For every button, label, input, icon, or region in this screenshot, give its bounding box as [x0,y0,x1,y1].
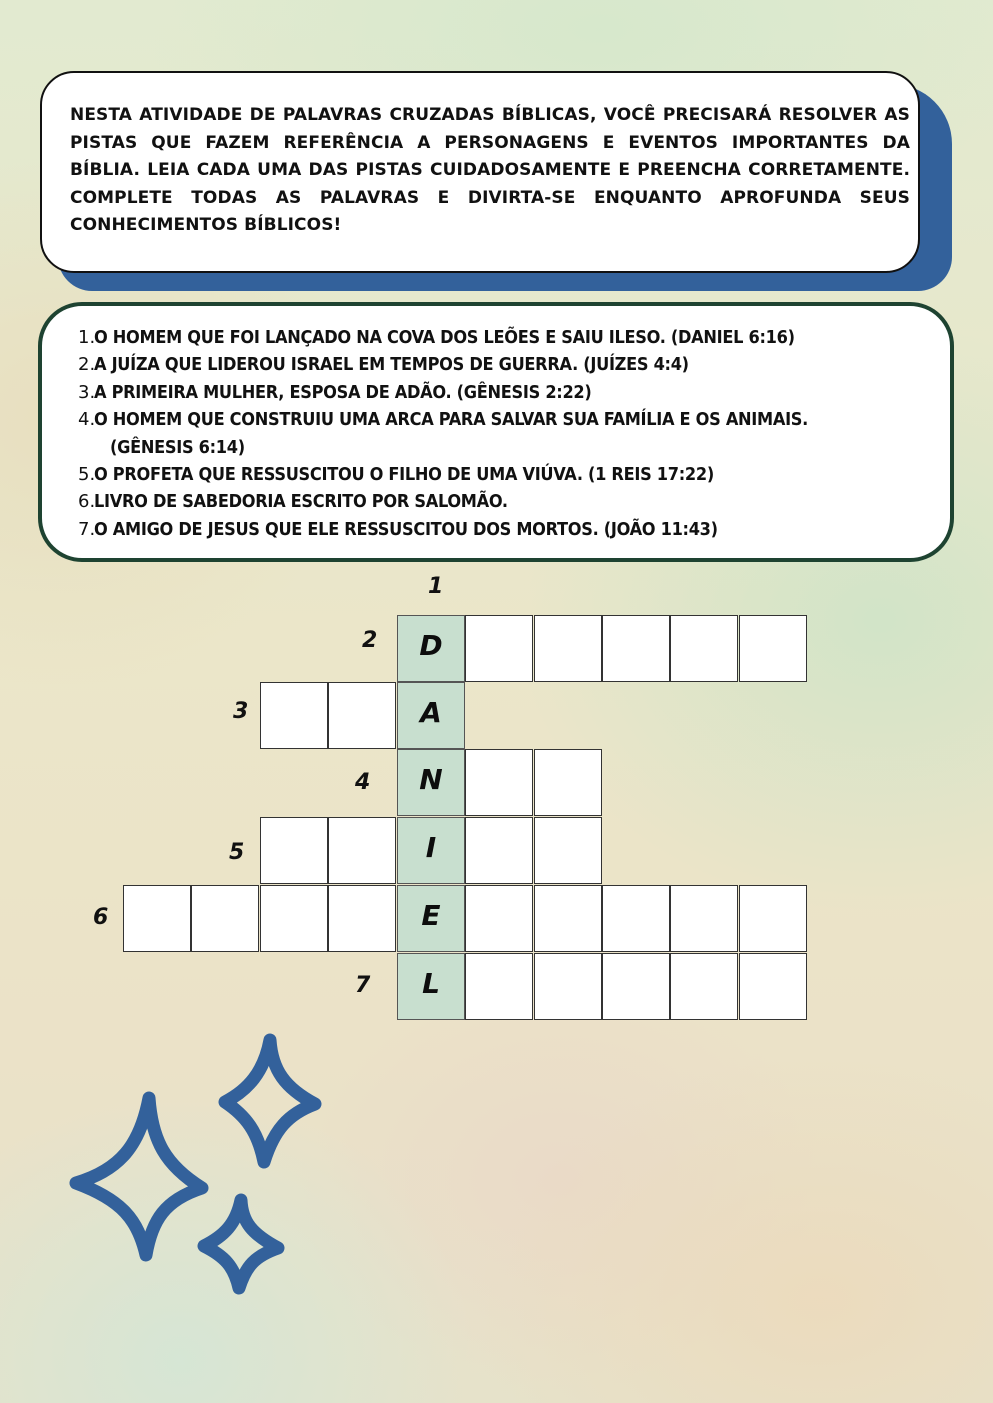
clue-3 [78,379,938,406]
cell-letter: A [420,696,442,729]
grid-cell-key-1[interactable] [397,615,465,682]
clue-text: O PROFETA QUE RESSUSCITOU O FILHO DE UMA VIÚVA. (1 REIS 17:22) [94,464,714,486]
grid-cell-key-2[interactable] [397,682,465,749]
intro-text: NESTA ATIVIDADE DE PALAVRAS CRUZADAS BÍBLICAS, VOCÊ PRECISARÁ RESOLVER AS PISTAS QUE FAZEM REFERÊNCIA A PERSONAGENS E EVENTOS IMPORTANTES DA BÍBLIA. LEIA CADA UMA DAS PISTAS CUIDADOSAMENTE E PREENCHA CORRETAMENTE. COMPLETE TODAS AS PALAVRAS E DIVIRTA-SE ENQUANTO APROFUNDA SEUS CONHECIMENTOS BÍBLICOS! [70,105,910,235]
grid-cell-r3[interactable] [328,682,396,749]
grid-clue-number-3: 3 [233,699,249,724]
grid-cell-r6[interactable] [260,885,328,952]
grid-clue-number-7: 7 [355,973,371,998]
clue-number: 7. [78,518,96,540]
grid-cell-r2[interactable] [670,615,738,682]
grid-cell-r4[interactable] [465,749,533,816]
grid-cell-key-3[interactable] [397,749,465,816]
clue-5 [78,461,938,488]
cell-letter: I [425,831,437,864]
grid-cell-r5[interactable] [465,817,533,884]
grid-cell-r6[interactable] [739,885,807,952]
grid-cell-r5[interactable] [328,817,396,884]
grid-cell-r6[interactable] [123,885,191,952]
grid-cell-r2[interactable] [534,615,602,682]
cell-letter: D [419,629,443,662]
grid-cell-r6[interactable] [534,885,602,952]
grid-clue-number-2: 2 [362,628,378,653]
grid-cell-r2[interactable] [602,615,670,682]
grid-clue-number-6: 6 [93,905,109,930]
clue-6 [78,488,938,515]
grid-cell-key-4[interactable] [397,817,465,884]
grid-cell-r7[interactable] [739,953,807,1020]
clue-text: O AMIGO DE JESUS QUE ELE RESSUSCITOU DOS MORTOS. (JOÃO 11:43) [94,518,718,540]
grid-cell-r2[interactable] [739,615,807,682]
clue-text: O HOMEM QUE CONSTRUIU UMA ARCA PARA SALVAR SUA FAMÍLIA E OS ANIMAIS. [94,409,809,431]
sparkle-medium-icon [225,1040,315,1162]
grid-cell-r6[interactable] [328,885,396,952]
clue-number: 3. [78,381,96,403]
grid-cell-r6[interactable] [670,885,738,952]
clue-text: A PRIMEIRA MULHER, ESPOSA DE ADÃO. (GÊNESIS 2:22) [94,381,592,403]
clue-text: LIVRO DE SABEDORIA ESCRITO POR SALOMÃO. [94,491,508,513]
grid-cell-r6[interactable] [465,885,533,952]
sparkles-icon [60,1030,340,1310]
sparkle-small-icon [204,1200,278,1288]
clue-number: 5. [78,464,96,486]
grid-cell-r3[interactable] [260,682,328,749]
grid-cell-r7[interactable] [602,953,670,1020]
grid-cell-key-6[interactable] [397,953,465,1020]
grid-cell-r6[interactable] [191,885,259,952]
clue-2 [78,351,938,378]
cell-letter: N [419,763,443,796]
clue-text: A JUÍZA QUE LIDEROU ISRAEL EM TEMPOS DE GUERRA. (JUÍZES 4:4) [94,354,689,376]
sparkle-large-icon [76,1098,202,1255]
cell-letter: E [421,899,441,932]
grid-cell-r5[interactable] [260,817,328,884]
clue-number: 6. [78,491,96,513]
clue-number: 4. [78,409,96,431]
grid-cell-r2[interactable] [465,615,533,682]
grid-cell-r7[interactable] [465,953,533,1020]
grid-cell-r7[interactable] [534,953,602,1020]
clues-list [78,324,938,543]
grid-cell-r7[interactable] [670,953,738,1020]
grid-cell-r5[interactable] [534,817,602,884]
grid-cell-key-5[interactable] [397,885,465,952]
clue-number: 2. [78,354,96,376]
grid-clue-number-1: 1 [428,574,444,599]
grid-cell-r4[interactable] [534,749,602,816]
grid-cell-r6[interactable] [602,885,670,952]
clue-7 [78,516,938,543]
clue-text-continuation: (GÊNESIS 6:14) [110,436,245,458]
grid-clue-number-5: 5 [229,840,245,865]
grid-clue-number-4: 4 [355,770,371,795]
clue-number: 1. [78,327,96,348]
clue-4 [78,406,938,461]
clue-text: O HOMEM QUE FOI LANÇADO NA COVA DOS LEÕES E SAIU ILESO. (DANIEL 6:16) [94,327,795,348]
cell-letter: L [422,967,440,1000]
clue-1 [78,324,938,351]
